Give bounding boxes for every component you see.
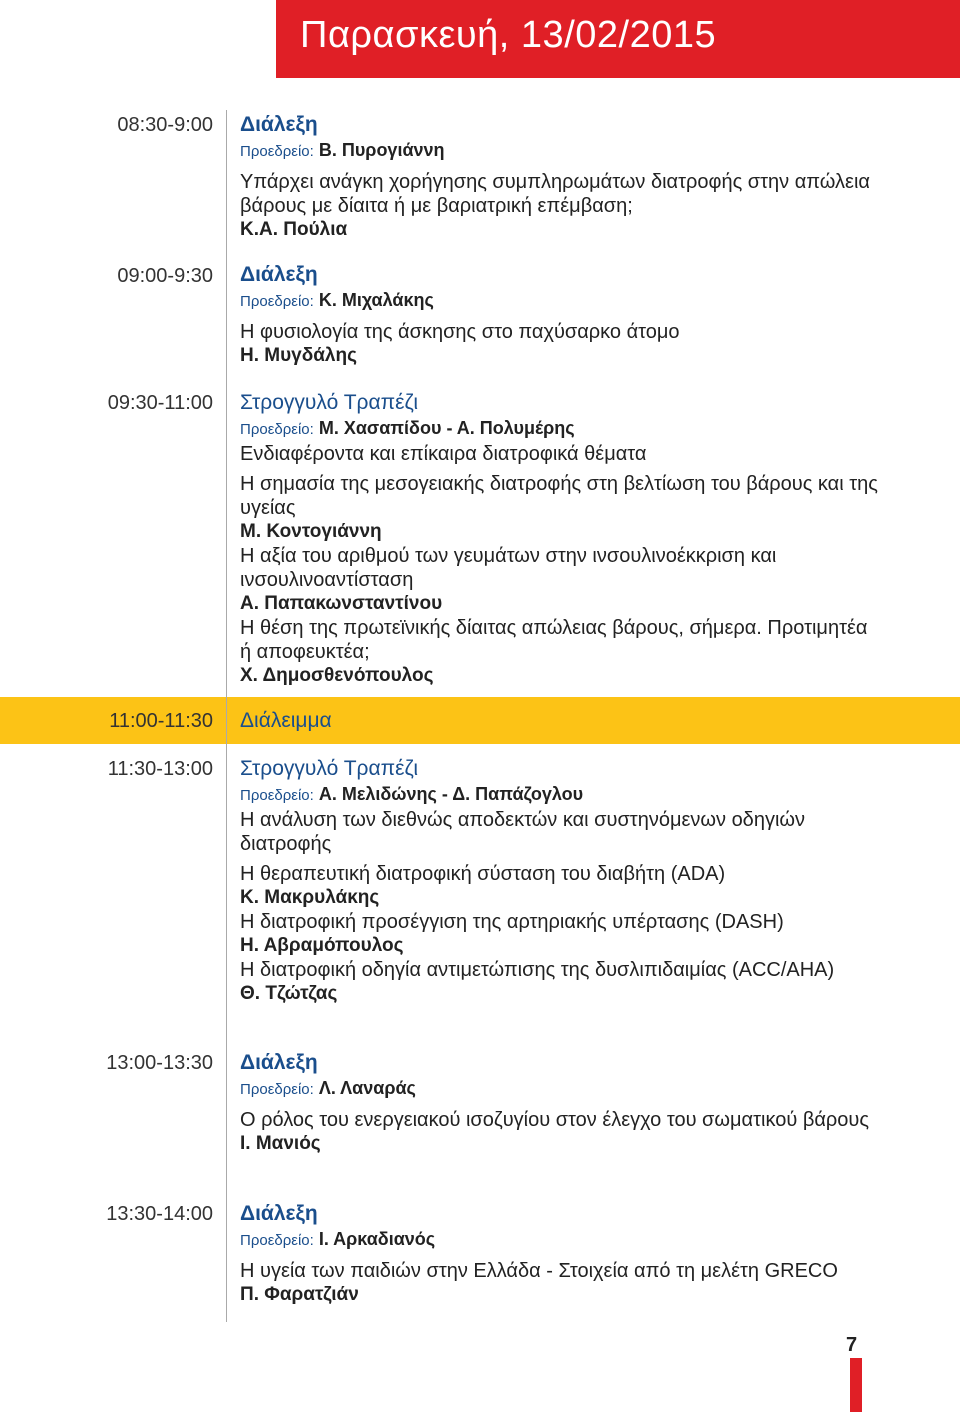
talk-title: Η αξία του αριθμού των γευμάτων στην ινσουλινοέκκριση και ινσουλινοαντίσταση bbox=[240, 545, 777, 591]
session-type: Διάλεξη bbox=[240, 263, 318, 286]
chair-name: Κ. Μιχαλάκης bbox=[318, 290, 434, 310]
session-lecture bbox=[240, 262, 880, 368]
session-type: Διάλειμμα bbox=[240, 709, 332, 732]
chair-name: Μ. Χασαπίδου - Α. Πολυμέρης bbox=[318, 418, 575, 438]
chair-name: Α. Μελιδώνης - Δ. Παπάζογλου bbox=[318, 784, 584, 804]
talk-speaker: Π. Φαρατζιάν bbox=[240, 1284, 359, 1305]
session-chair bbox=[240, 288, 880, 314]
session-time: 13:30-14:00 bbox=[106, 1203, 213, 1225]
talk-speaker: Η. Αβραμόπουλος bbox=[240, 935, 404, 956]
chair-label: Προεδρείο: bbox=[240, 787, 314, 804]
page-edge-bar bbox=[850, 1358, 862, 1412]
page-number: 7 bbox=[846, 1334, 858, 1356]
talk-title: Υπάρχει ανάγκη χορήγησης συμπληρωμάτων διατροφής στην απώλεια βάρους με δίαιτα ή με βαριατρική επέμβαση; bbox=[240, 171, 870, 217]
session-type: Διάλεξη bbox=[240, 1051, 318, 1074]
session-chair bbox=[240, 416, 880, 442]
session-type: Στρογγυλό Τραπέζι bbox=[240, 391, 419, 414]
page-title: Παρασκευή, 13/02/2015 bbox=[300, 14, 717, 56]
session-time: 13:00-13:30 bbox=[106, 1052, 213, 1074]
session-time: 09:30-11:00 bbox=[107, 392, 213, 414]
talk-speaker: Η. Μυγδάλης bbox=[240, 345, 357, 366]
session-lecture bbox=[240, 1201, 880, 1307]
session-theme: Ενδιαφέροντα και επίκαιρα διατροφικά θέματα bbox=[240, 443, 647, 465]
session-time: 11:30-13:00 bbox=[107, 758, 213, 780]
talk-speaker: Μ. Κοντογιάννη bbox=[240, 521, 382, 542]
chair-label: Προεδρείο: bbox=[240, 293, 314, 310]
chair-label: Προεδρείο: bbox=[240, 421, 314, 438]
chair-label: Προεδρείο: bbox=[240, 1081, 314, 1098]
talk-speaker: Κ. Μακρυλάκης bbox=[240, 887, 380, 908]
chair-label: Προεδρείο: bbox=[240, 1232, 314, 1249]
column-divider bbox=[226, 110, 227, 1322]
session-theme: Η ανάλυση των διεθνώς αποδεκτών και συστηνόμενων οδηγιών διατροφής bbox=[240, 809, 805, 855]
talk-title: Η διατροφική οδηγία αντιμετώπισης της δυσλιπιδαιμίας (ACC/AHA) bbox=[240, 959, 835, 981]
session-time: 08:30-9:00 bbox=[117, 114, 213, 136]
session-type: Διάλεξη bbox=[240, 113, 318, 136]
session-chair bbox=[240, 1227, 880, 1253]
talk-speaker: Ι. Μανιός bbox=[240, 1133, 321, 1154]
talk-title: Η θεραπευτική διατροφική σύσταση του διαβήτη (ADA) bbox=[240, 863, 726, 885]
talk-title: Η διατροφική προσέγγιση της αρτηριακής υπέρτασης (DASH) bbox=[240, 911, 784, 933]
session-lecture bbox=[240, 1050, 880, 1156]
chair-name: Ι. Αρκαδιανός bbox=[318, 1229, 436, 1249]
session-chair bbox=[240, 138, 880, 164]
session-break bbox=[240, 708, 880, 734]
talk-title: Η υγεία των παιδιών στην Ελλάδα - Στοιχεία από τη μελέτη GRECO bbox=[240, 1260, 838, 1282]
talk-title: Η φυσιολογία της άσκησης στο παχύσαρκο άτομο bbox=[240, 321, 680, 343]
talk-speaker: Κ.Α. Πούλια bbox=[240, 219, 348, 240]
session-round-table bbox=[240, 390, 880, 688]
chair-name: Β. Πυρογιάννη bbox=[318, 140, 445, 160]
session-type: Διάλεξη bbox=[240, 1202, 318, 1225]
session-time: 09:00-9:30 bbox=[117, 265, 213, 287]
session-round-table bbox=[240, 756, 880, 1006]
talk-title: Ο ρόλος του ενεργειακού ισοζυγίου στον έλεγχο του σωματικού βάρους bbox=[240, 1109, 869, 1131]
chair-name: Λ. Λαναράς bbox=[318, 1078, 416, 1098]
session-chair bbox=[240, 782, 880, 808]
talk-speaker: Χ. Δημοσθενόπουλος bbox=[240, 665, 434, 686]
talk-title: Η θέση της πρωτεϊνικής δίαιτας απώλειας βάρους, σήμερα. Προτιμητέα ή αποφευκτέα; bbox=[240, 617, 868, 663]
session-lecture bbox=[240, 112, 880, 242]
talk-title: Η σημασία της μεσογειακής διατροφής στη βελτίωση του βάρους και της υγείας bbox=[240, 473, 878, 519]
session-type: Στρογγυλό Τραπέζι bbox=[240, 757, 419, 780]
chair-label: Προεδρείο: bbox=[240, 143, 314, 160]
session-time: 11:00-11:30 bbox=[109, 710, 213, 732]
talk-speaker: Α. Παπακωνσταντίνου bbox=[240, 593, 443, 614]
talk-speaker: Θ. Τζώτζας bbox=[240, 983, 338, 1004]
session-chair bbox=[240, 1076, 880, 1102]
